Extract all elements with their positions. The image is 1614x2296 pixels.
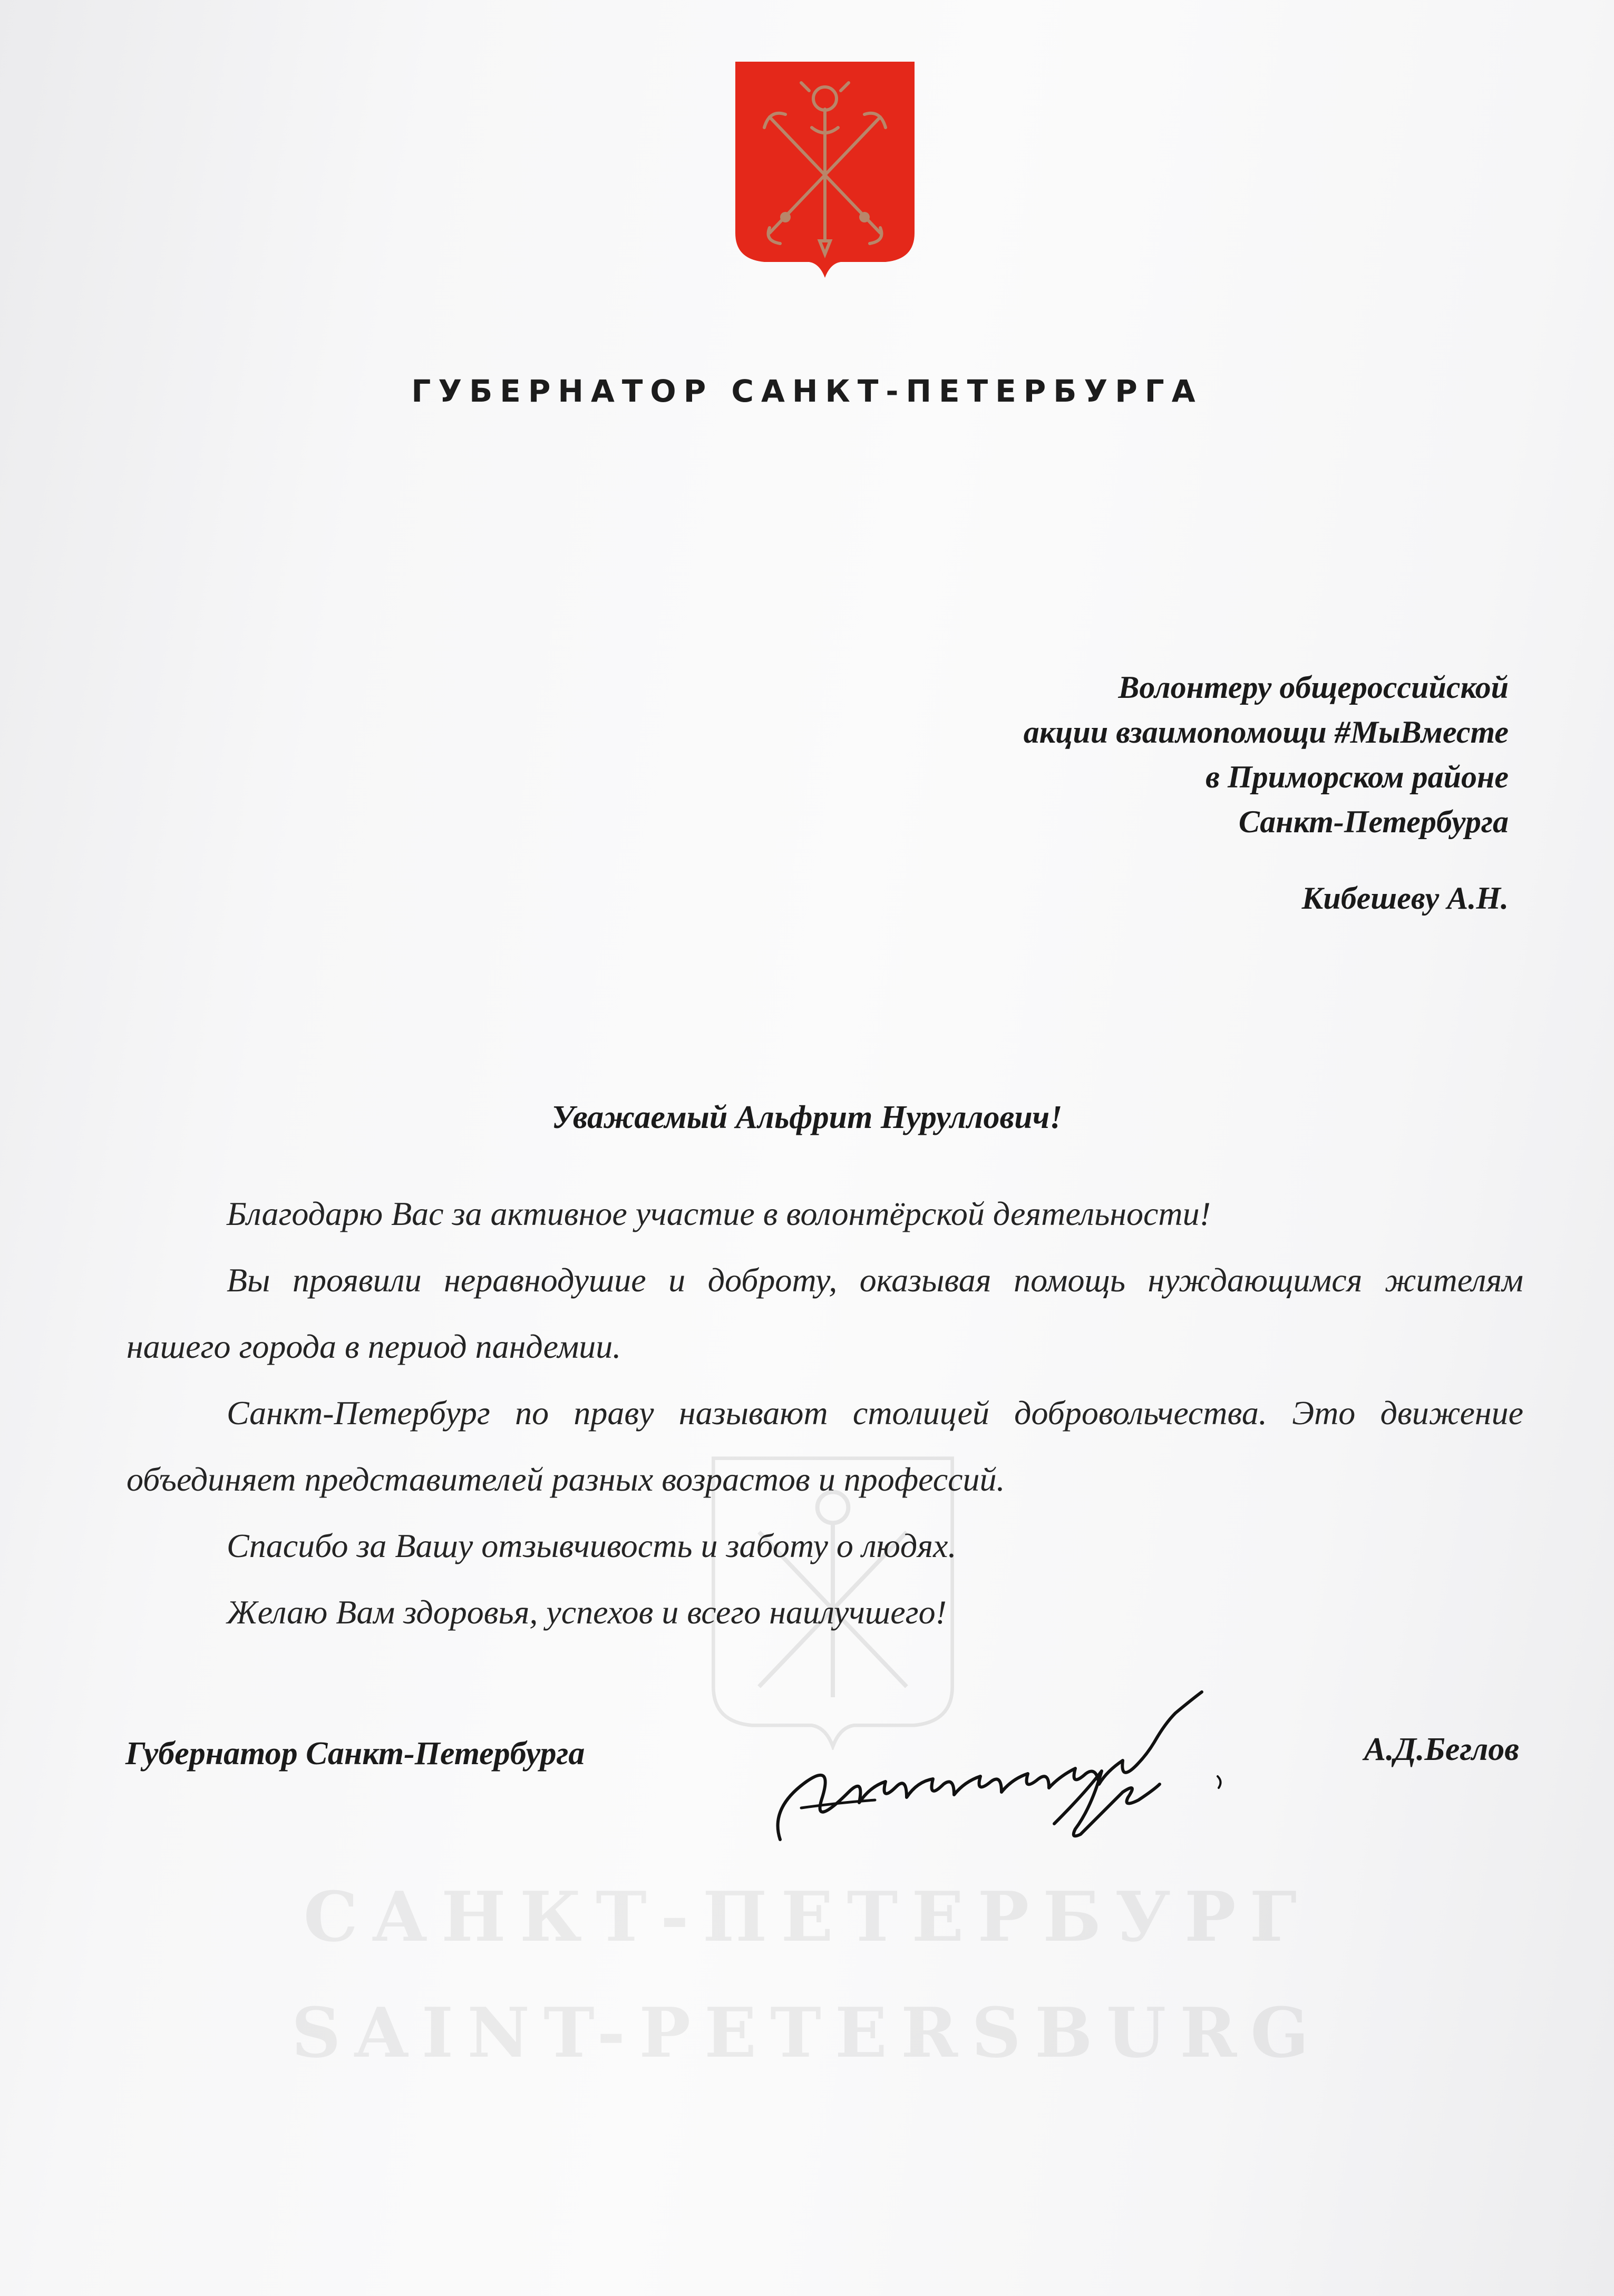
signatory-name: А.Д.Беглов [1364,1731,1519,1767]
watermark-text-ru: САНКТ-ПЕТЕРБУРГ [303,1876,1311,1957]
signatory-title: Губернатор Санкт-Петербурга [125,1736,585,1772]
handwritten-signature [759,1650,1276,1861]
body-paragraph: Благодарю Вас за активное участие в волонтёрской деятельности! [227,1195,1211,1232]
addressee-block [771,665,1509,921]
letter-body [127,1181,1523,1646]
watermark-text-en: SAINT-PETERSBURG [291,1992,1323,2073]
addressee-name: Кибешеву А.Н. [1301,881,1509,916]
letterhead-title: ГУБЕРНАТОР САНКТ-ПЕТЕРБУРГА [411,373,1203,409]
signature-graphic [759,1650,1276,1861]
coat-of-arms-graphic [733,59,917,280]
addressee-line: в Приморском районе [1205,760,1509,794]
addressee-line: Волонтеру общероссийской [1118,670,1509,705]
coat-of-arms-icon [733,59,917,280]
body-paragraph: Спасибо за Вашу отзывчивость и заботу о людях. [227,1527,957,1564]
body-paragraph: Вы проявили неравнодушие и доброту, оказывая помощь нуждающимся жителям нашего города в период пандемии. [127,1261,1523,1365]
addressee-line: акции взаимопомощи #МыВместе [1023,715,1509,750]
body-paragraph: Санкт-Петербург по праву называют столицей добровольчества. Это движение объединяет представителей разных возрастов и профессий. [127,1394,1523,1498]
addressee-line: Санкт-Петербурга [1238,804,1509,839]
salutation: Уважаемый Альфрит Нуруллович! [551,1100,1063,1135]
body-paragraph: Желаю Вам здоровья, успехов и всего наилучшего! [227,1593,947,1631]
